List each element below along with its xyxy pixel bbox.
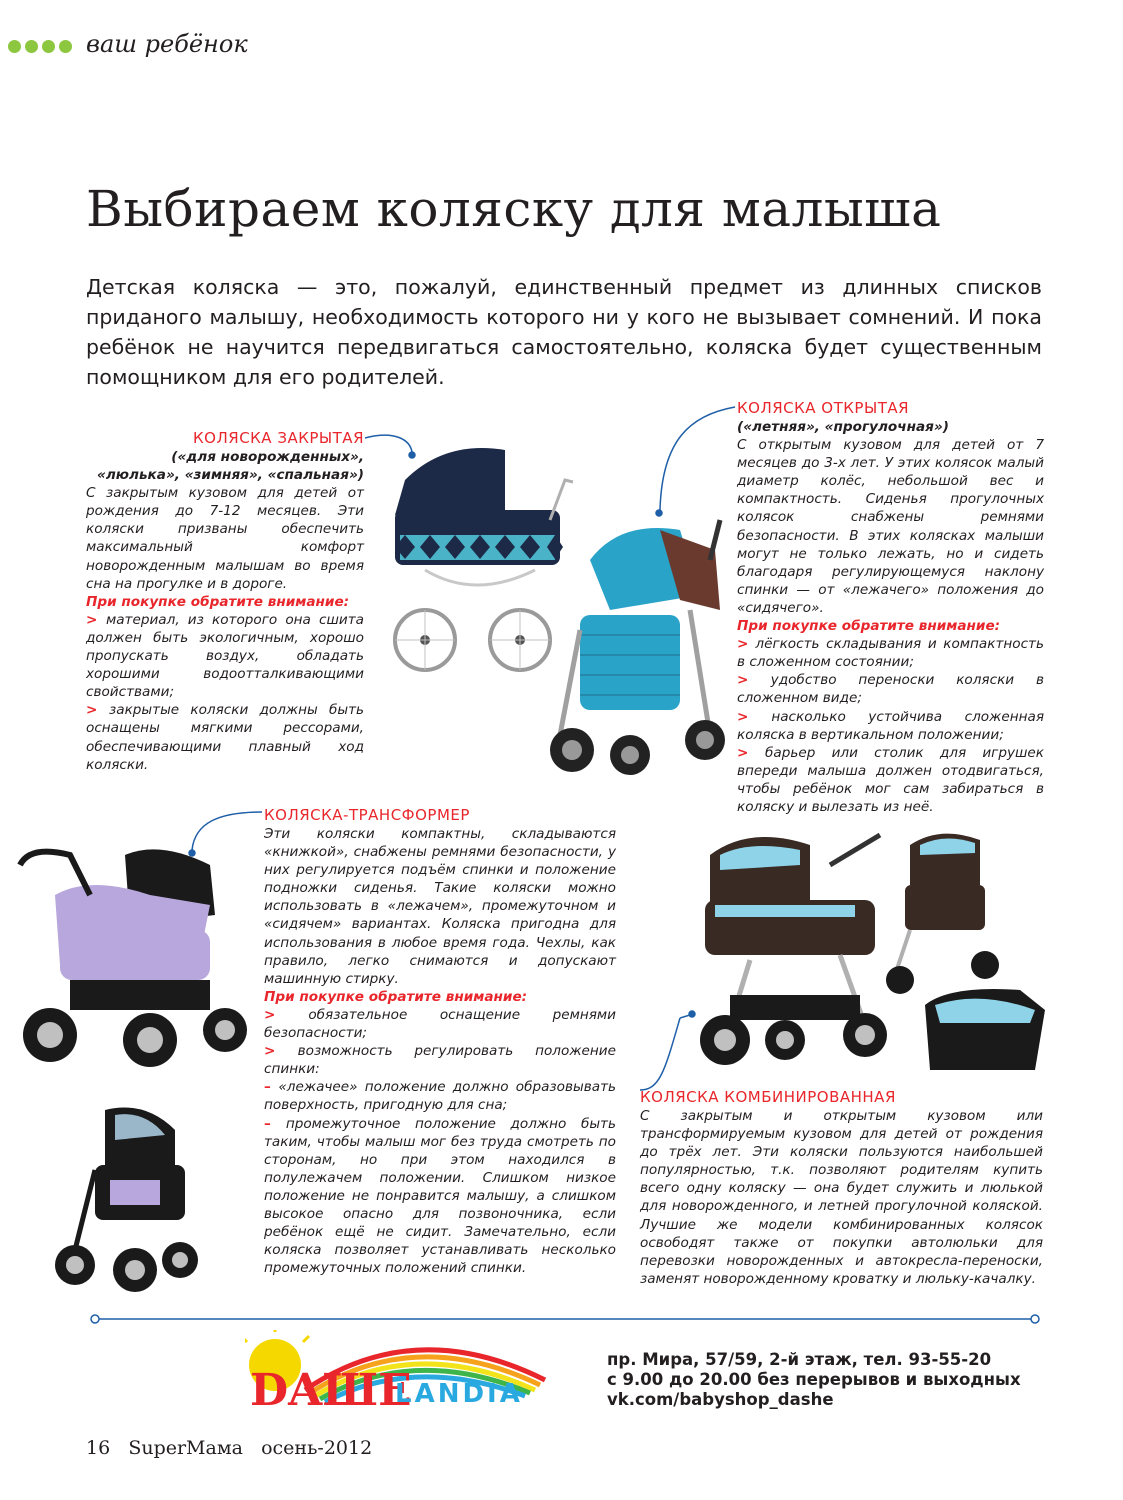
issue-label: осень-2012: [261, 1437, 373, 1459]
open-item: > удобство переноски коляски в сложенном виде;: [737, 672, 1044, 707]
open-stroller-section: [737, 398, 1044, 816]
transformer-dash-item: – промежуточное положение должно быть таким, чтобы малыш мог без труда смотреть по сторонам, но при этом находился в полулежачем положении. Слишком низкое положение не понравится малышу, а слишком высокое опасно для позвоночника, если ребёнок ещё не сидит. Замечательно, если коляска позволяет устанавливать несколько промежуточных положений спинки.: [264, 1115, 616, 1277]
combined-body: С закрытым и открытым кузовом или трансформируемым кузовом для детей от рождения до трёх лет. Эти коляски пользуются наибольшей популярностью, т.к. позволяют родителям купить всего одну коляску — она будет служить и люлькой для новорожденного, и летней прогулочной коляской. Лучшие же модели комбинированных колясок освободят также от покупки автолюльки для перевозки новорожденных и автокресла-переноски, заменят новорожденному кроватку и люльку-качалку.: [640, 1108, 1043, 1287]
closed-subtitle-2: «люлька», «зимняя», «спальная»): [97, 467, 364, 484]
svg-text:LANDIA: LANDIA: [395, 1379, 523, 1409]
ad-address: [607, 1350, 1021, 1410]
dashelandia-logo: [245, 1330, 585, 1415]
open-heading: КОЛЯСКА ОТКРЫТАЯ: [737, 399, 910, 417]
transformer-item: > обязательное оснащение ремнями безопасности;: [264, 1006, 617, 1042]
transformer-body: Эти коляски компактны, складываются «книжкой», снабжены ремнями безопасности, у них регулируется подъём спинки и положение подножки сиденья. Такие коляски можно использовать в «лежачем», промежуточном и «сидячем» вариантах. Коляска пригодна для использования в любое время года. Чехлы, как правило, легко снимаются и допускают машинную стирку.: [264, 826, 616, 987]
transformer-stroller-section: [264, 805, 616, 1277]
open-subtitle: («летняя», «прогулочная»): [737, 419, 949, 435]
page-number: 16: [86, 1437, 111, 1459]
closed-item: > материал, из которого она сшита должен быть экологичным, хорошо пропускать воздух, обладать хорошими водоотталкивающими свойствами;: [86, 611, 365, 701]
open-item: > насколько устойчива сложенная коляска в вертикальном положении;: [737, 708, 1044, 743]
open-stroller-image: [550, 500, 730, 785]
transformer-heading: КОЛЯСКА-ТРАНСФОРМЕР: [264, 806, 470, 824]
closed-body: С закрытым кузовом для детей от рождения до 7-12 месяцев. Эти коляски призваны обеспечить максимальный комфорт новорожденным малышам во время сна на прогулке и в дороге.: [86, 485, 364, 592]
open-body: С открытым кузовом для детей от 7 месяцев до 3-х лет. У этих колясок малый диаметр колёс, небольшой вес и компактность. Сиденья прогулочных колясок снабжены ремнями безопасности. В этих колясках малыши могут не только лежать, но и сидеть благодаря регулирующемуся наклону спинки — от «лежачего» положения до «сидячего».: [737, 437, 1044, 616]
transformer-stroller-image: [10, 835, 250, 1070]
closed-note: При покупке обратите внимание:: [86, 593, 350, 610]
page-footer: [86, 1437, 372, 1459]
transformer-stroller-small-image: [55, 1100, 205, 1300]
transformer-note: При покупке обратите внимание:: [264, 988, 528, 1005]
ad-hours-line: с 9.00 до 20.00 без перерывов и выходных: [607, 1370, 1021, 1389]
transformer-item: > возможность регулировать положение спинки:: [264, 1043, 617, 1078]
closed-subtitle-1: («для новорожденных»,: [171, 449, 364, 465]
ad-link[interactable]: vk.com/babyshop_dashe: [607, 1390, 834, 1409]
closed-stroller-section: [86, 428, 364, 774]
logo-lettering: DAШE: [250, 1365, 412, 1415]
open-item: > барьер или столик для игрушек впереди малыша должен отодвигаться, чтобы ребёнок мог сам забираться в коляску и вылезать из неё.: [737, 744, 1045, 815]
magazine-name: SuperМама: [128, 1437, 243, 1459]
footer-rule: [90, 1313, 1040, 1325]
combined-stroller-image: [690, 825, 1060, 1085]
ad-address-line: пр. Мира, 57/59, 2-й этаж, тел. 93-55-20: [607, 1350, 992, 1369]
lead-paragraph: Детская коляска — это, пожалуй, единственный предмет из длинных списков приданого малышу, необходимость которого ни у кого не вызывает сомнений. И пока ребёнок не научится передвигаться самостоятельно, коляска будет существенным помощником для его родителей.: [86, 275, 1042, 389]
section-label: ваш ребёнок: [86, 30, 248, 58]
combined-heading: КОЛЯСКА КОМБИНИРОВАННАЯ: [640, 1088, 896, 1106]
closed-heading: КОЛЯСКА ЗАКРЫТАЯ: [193, 429, 364, 447]
closed-stroller-image: [385, 440, 575, 690]
combined-stroller-section: [640, 1087, 1043, 1288]
transformer-dash-item: – «лежачее» положение должно образовывать поверхность, пригодную для сна;: [264, 1079, 616, 1114]
open-note: При покупке обратите внимание:: [737, 618, 1001, 635]
closed-item: > закрытые коляски должны быть оснащены мягкими рессорами, обеспечивающими плавный ход коляски.: [86, 702, 365, 773]
open-item: > лёгкость складывания и компактность в сложенном состоянии;: [737, 636, 1044, 671]
page-title: Выбираем коляску для малыша: [86, 180, 942, 238]
